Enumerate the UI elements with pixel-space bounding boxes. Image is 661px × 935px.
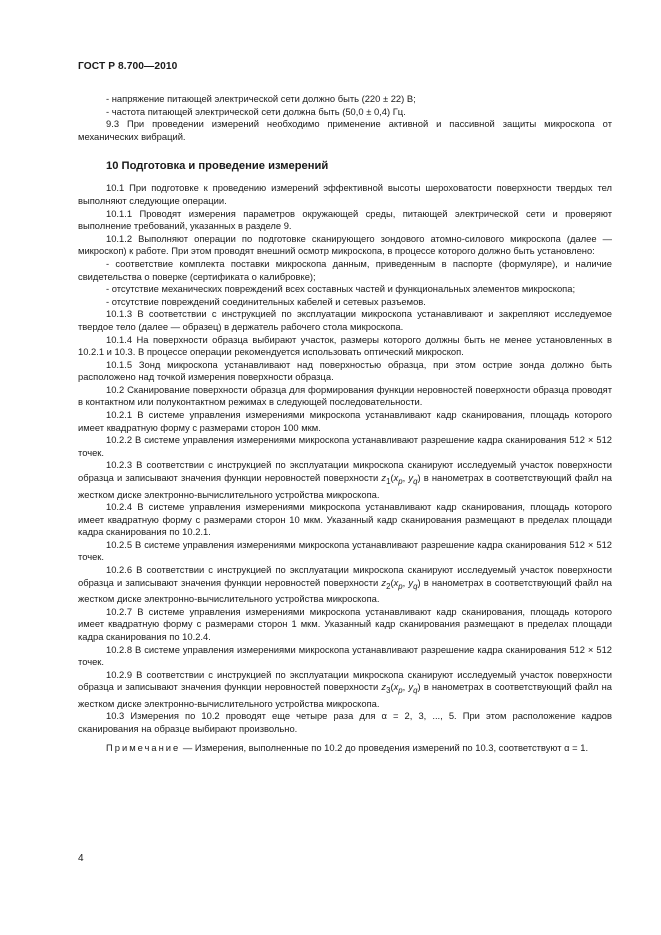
bullet-frequency: - частота питающей электрической сети должна быть (50,0 ± 0,4) Гц. xyxy=(106,105,406,117)
formula-z2: $z_2(x_p$, $y_q$) xyxy=(381,576,421,591)
paragraph-9-3: 9.3 При проведении измерений необходимо применение активной и пассивной защиты микроскопа от механических вибраций. xyxy=(78,118,612,142)
document-header: ГОСТ Р 8.700—2010 xyxy=(78,61,178,72)
paragraph-10-2-7: 10.2.7 В системе управления измерениями микроскопа устанавливают кадр сканирования, площадь которого имеет квадратную форму с размерами сторон 1 мкм. Указанный кадр сканирования размещают в пределах площади кадра сканирования по 10.2.4. xyxy=(78,605,612,642)
paragraph-10-1-5: 10.1.5 Зонд микроскопа устанавливают над поверхностью образца, при этом острие зонда должно быть расположено над точкой измерения поверхности образца. xyxy=(78,358,612,383)
paragraph-10-1-2: 10.1.2 Выполняют операции по подготовке сканирующего зондового атомно-силового микроскопа (далее — микроскоп) к работе. При этом проводят внешний осмотр микроскопа, в процессе которого должно быть установлено: xyxy=(78,232,612,257)
bullet-delivery-set: - соответствие комплекта поставки микроскопа данным, приведенным в паспорте (формуляре), и наличие свидетельства о поверке (сертификата о калибровке); xyxy=(78,257,612,282)
paragraph-10-2-5: 10.2.5 В системе управления измерениями микроскопа устанавливают разрешение кадра сканирования 512 × 512 точек. xyxy=(78,538,612,563)
paragraph-10-1-4: 10.1.4 На поверхности образца выбирают участок, размеры которого должны быть не менее установленных в 10.2.1 и 10.3. В процессе операции рекомендуется использовать оптический микроскоп. xyxy=(78,333,612,358)
paragraph-10-1-3: 10.1.3 В соответствии с инструкцией по эксплуатации микроскопа устанавливают и закрепляют исследуемое твердое тело (далее — образец) в держатель рабочего стола микроскопа. xyxy=(78,308,612,332)
document-body xyxy=(78,93,612,754)
paragraph-10-2-9: 10.2.9 В соответствии с инструкцией по эксплуатации микроскопа сканируют исследуемый участок поверхности образца и записывают значения функции неровностей поверхности $z_3(x_p$, $y_q$) в нанометрах в соответствующий файл на жестком диске электронно-вычислительного устройства микроскопа. xyxy=(78,668,612,709)
formula-z3: $z_3(x_p$, $y_q$) xyxy=(381,681,421,696)
bullet-mechanical-damage: - отсутствие механических повреждений всех составных частей и функциональных элементов микроскопа; xyxy=(106,283,576,295)
paragraph-10-2-4: 10.2.4 В системе управления измерениями микроскопа устанавливают кадр сканирования, площадь которого имеет квадратную форму с размерами сторон 10 мкм. Указанный кадр сканирования размещают в пределах площади кадра сканирования по 10.2.1. xyxy=(78,501,612,538)
paragraph-10-3: 10.3 Измерения по 10.2 проводят еще четыре раза для α = 2, 3, ..., 5. При этом расположение кадров сканирования на образце выбирают произвольно. xyxy=(78,710,612,734)
paragraph-10-2-6: 10.2.6 В соответствии с инструкцией по эксплуатации микроскопа сканируют исследуемый участок поверхности образца и записывают значения функции неровностей поверхности $z_2(x_p$, $y_q$) в нанометрах в соответствующий файл на жестком диске электронно-вычислительного устройства микроскопа. xyxy=(78,564,612,605)
note-label: Примечание xyxy=(106,741,181,753)
paragraph-10-2: 10.2 Сканирование поверхности образца для формирования функции неровностей поверхности образца проводят в контактном или полуконтактном режимах в следующей последовательности. xyxy=(78,383,612,408)
formula-z1: $z_1(x_p$, $y_q$) xyxy=(381,472,421,486)
page-number: 4 xyxy=(78,853,84,864)
paragraph-10-2-1: 10.2.1 В системе управления измерениями микроскопа устанавливают кадр сканирования, площадь которого имеет квадратную форму с размерами сторон 100 мкм. xyxy=(78,409,612,433)
section-heading: 10 Подготовка и проведение измерений xyxy=(106,160,329,173)
paragraph-10-1-1: 10.1.1 Проводят измерения параметров окружающей среды, питающей электрической сети и проверяют выполнение требований, указанных в разделе 9. xyxy=(78,207,612,232)
paragraph-10-2-3: 10.2.3 В соответствии с инструкцией по эксплуатации микроскопа сканируют исследуемый участок поверхности образца и записывают значения функции неровностей поверхности $z_1(x_p$, $y_q$) в нанометрах в соответствующий файл на жестком диске электронно-вычислительного устройства микроскопа. xyxy=(78,459,612,500)
bullet-cable-damage: - отсутствие повреждений соединительных кабелей и сетевых разъемов. xyxy=(106,295,426,307)
bullet-voltage: - напряжение питающей электрической сети должно быть (220 ± 22) В; xyxy=(106,93,416,104)
paragraph-10-1: 10.1 При подготовке к проведению измерений эффективной высоты шероховатости поверхности твердых тел выполняют следующие операции. xyxy=(78,182,612,206)
note-text: — Измерения, выполненные по 10.2 до проведения измерений по 10.3, соответствуют α = 1. xyxy=(180,741,589,753)
paragraph-10-2-8: 10.2.8 В системе управления измерениями микроскопа устанавливают разрешение кадра сканирования 512 × 512 точек. xyxy=(78,643,612,668)
note xyxy=(78,742,612,755)
paragraph-10-2-2: 10.2.2 В системе управления измерениями микроскопа устанавливают разрешение кадра сканирования 512 × 512 точек. xyxy=(78,434,612,458)
